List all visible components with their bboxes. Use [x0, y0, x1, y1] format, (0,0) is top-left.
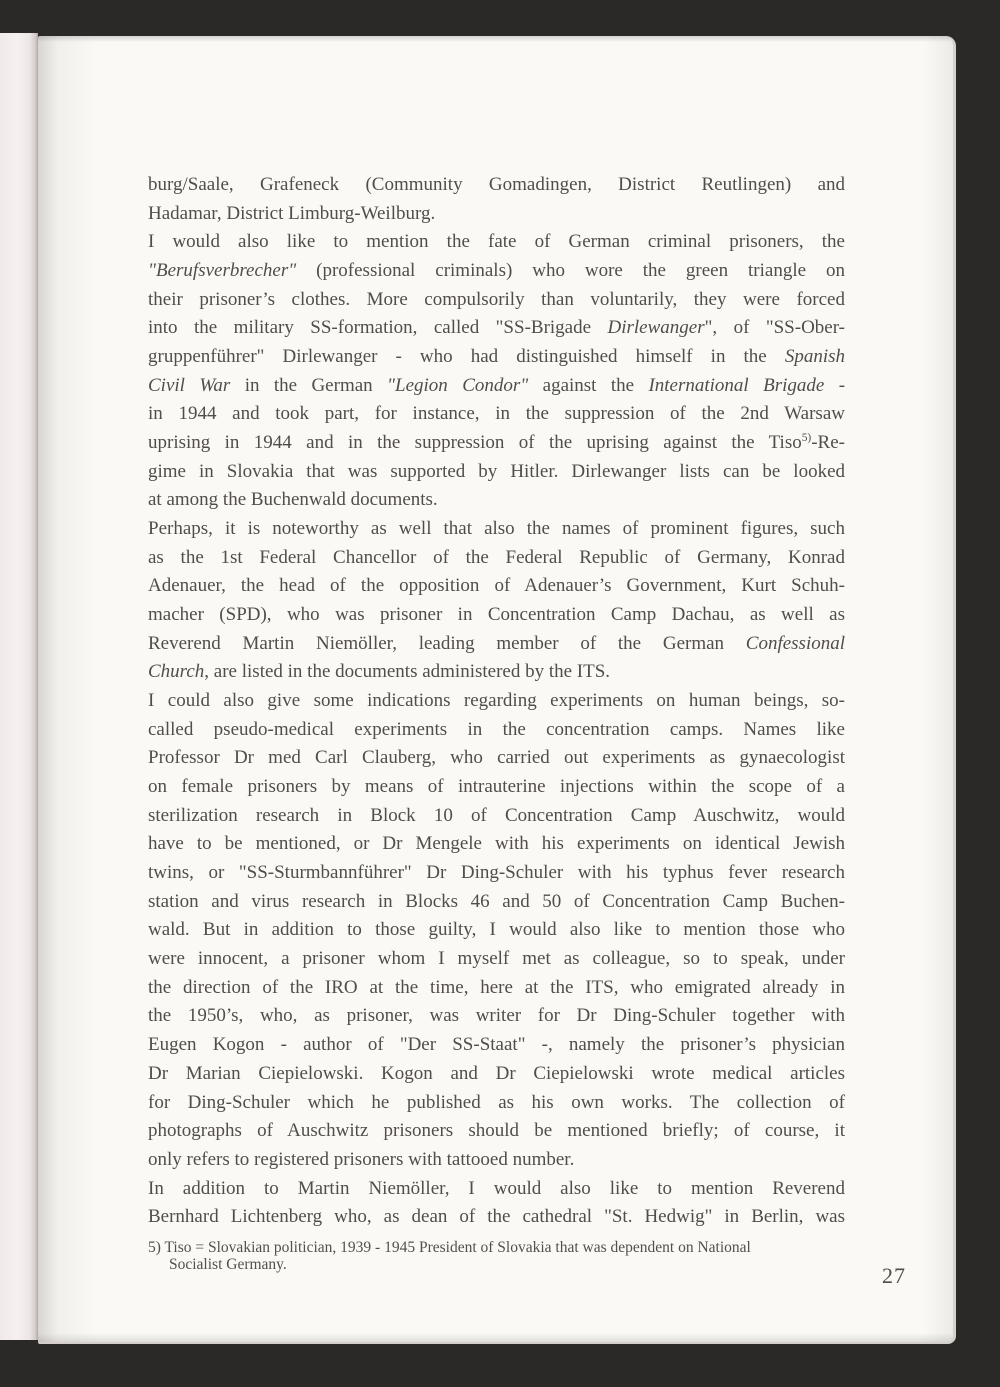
footnote-reference: 5) [801, 431, 812, 444]
text-line: Reverend Martin Niemöller, leading member of the German Confessional [148, 632, 845, 654]
text-line: called pseudo-medical experiments in the concentration camps. Names like [148, 718, 845, 740]
page-number: 27 [882, 1263, 906, 1288]
text-line: gime in Slovakia that was supported by Hitler. Dirlewanger lists can be looked [148, 460, 845, 482]
text-line: Professor Dr med Carl Clauberg, who carried out experiments as gynaecologist [148, 747, 845, 769]
text-line: I could also give some indications regarding experiments on human beings, so- [148, 690, 845, 712]
text-line: the 1950’s, who, as prisoner, was writer for Dr Ding-Schuler together with [148, 1005, 845, 1027]
text-line: into the military SS-formation, called "SS-Brigade Dirlewanger", of "SS-Ober- [148, 317, 845, 339]
text-line: for Ding-Schuler which he published as his own works. The collection of [148, 1091, 845, 1113]
text-line: their prisoner’s clothes. More compulsorily than voluntarily, they were forced [148, 288, 845, 310]
text-line: wald. But in addition to those guilty, I would also like to mention those who [148, 919, 845, 941]
text-line: burg/Saale, Grafeneck (Community Gomadingen, District Reutlingen) and [148, 174, 845, 195]
text-line: Church, are listed in the documents administered by the ITS. [148, 661, 611, 683]
text-line: Eugen Kogon - author of "Der SS-Staat" -, namely the prisoner’s physician [148, 1034, 845, 1056]
text-block [148, 171, 845, 1232]
text-line: macher (SPD), who was prisoner in Concentration Camp Dachau, as well as [148, 604, 845, 626]
adjacent-page-edge [0, 33, 38, 1340]
text-line: were innocent, a prisoner whom I myself met as colleague, so to speak, under [148, 948, 845, 970]
footnote [148, 1239, 845, 1273]
text-line: at among the Buchenwald documents. [148, 489, 438, 511]
text-line: In addition to Martin Niemöller, I would also like to mention Reverend [148, 1177, 845, 1199]
text-line: as the 1st Federal Chancellor of the Federal Republic of Germany, Konrad [148, 546, 845, 568]
footnote-line: 5) Tiso = Slovakian politician, 1939 - 1945 President of Slovakia that was dependent on National [148, 1239, 751, 1256]
text-line: Perhaps, it is noteworthy as well that also the names of prominent figures, such [148, 518, 845, 540]
text-line: the direction of the IRO at the time, here at the ITS, who emigrated already in [148, 976, 845, 998]
text-line: I would also like to mention the fate of German criminal prisoners, the [148, 231, 845, 253]
text-line: Civil War in the German "Legion Condor" against the International Brigade - [148, 374, 846, 396]
text-line: Hadamar, District Limburg-Weilburg. [148, 202, 436, 224]
text-line: have to be mentioned, or Dr Mengele with his experiments on identical Jewish [148, 833, 845, 855]
text-line: photographs of Auschwitz prisoners should be mentioned briefly; of course, it [148, 1120, 845, 1142]
text-line: sterilization research in Block 10 of Concentration Camp Auschwitz, would [148, 804, 845, 826]
text-line: in 1944 and took part, for instance, in the suppression of the 2nd Warsaw [148, 403, 845, 425]
text-line: on female prisoners by means of intrauterine injections within the scope of a [148, 776, 845, 798]
text-line: Adenauer, the head of the opposition of Adenauer’s Government, Kurt Schuh- [148, 575, 845, 597]
text-line: gruppenführer" Dirlewanger - who had distinguished himself in the Spanish [148, 346, 845, 368]
text-line: twins, or "SS-Sturmbannführer" Dr Ding-Schuler with his typhus fever research [148, 862, 845, 884]
text-line: station and virus research in Blocks 46 and 50 of Concentration Camp Buchen- [148, 890, 845, 912]
text-line: uprising in 1944 and in the suppression of the uprising against the Tiso$^{5)}$-Re- [148, 431, 845, 454]
text-line: only refers to registered prisoners with tattooed number. [148, 1148, 575, 1170]
text-line: "Berufsverbrecher" (professional criminals) who wore the green triangle on [148, 260, 845, 282]
text-line: Bernhard Lichtenberg who, as dean of the cathedral "St. Hedwig" in Berlin, was [148, 1206, 845, 1228]
text-line: Dr Marian Ciepielowski. Kogon and Dr Ciepielowski wrote medical articles [148, 1062, 845, 1084]
footnote-line: Socialist Germany. [169, 1256, 287, 1273]
